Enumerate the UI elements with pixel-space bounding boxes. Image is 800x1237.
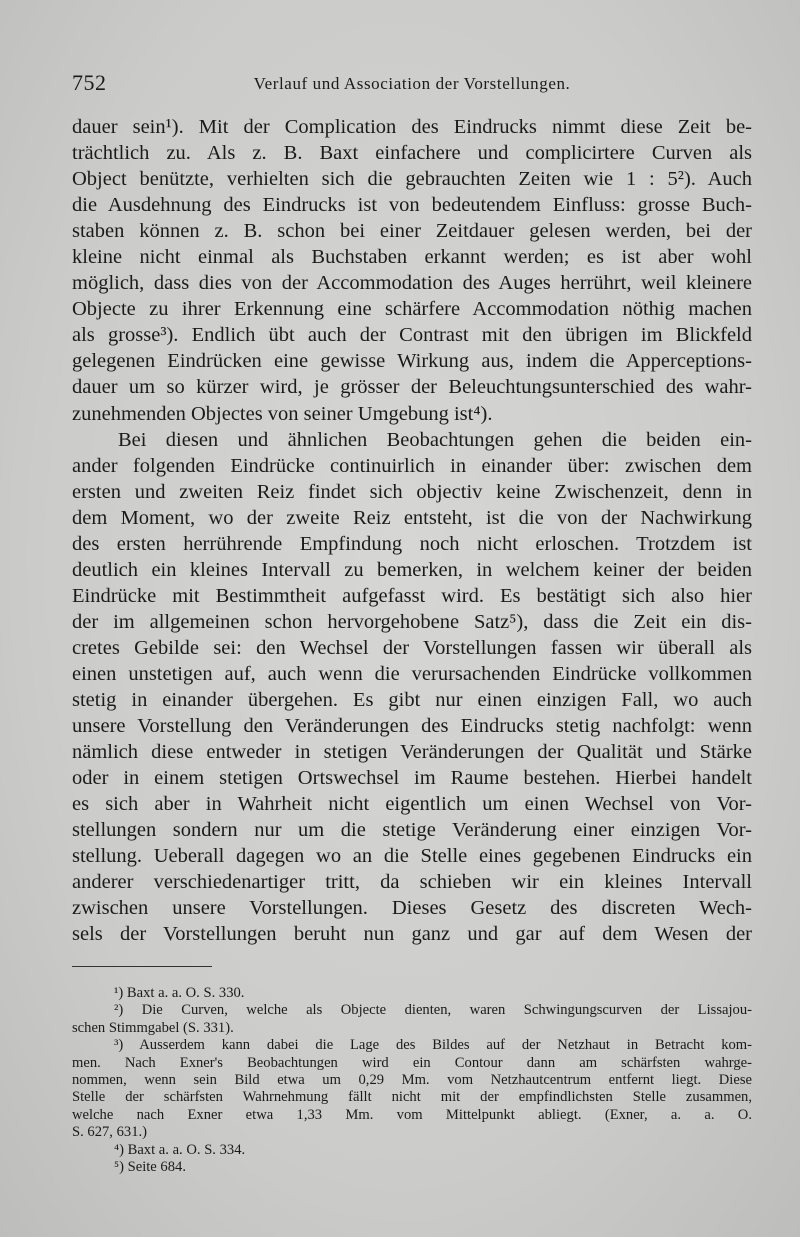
text-line: der im allgemeinen schon hervorgehobene Satz⁵), dass die Zeit ein dis-: [72, 610, 752, 633]
text-line: sels der Vorstellungen beruht nun ganz und gar auf dem Wesen der: [72, 923, 752, 946]
text-line: des ersten herrührende Empfindung noch nicht erloschen. Trotzdem ist: [72, 532, 752, 555]
footnote-line: schen Stimmgabel (S. 331).: [72, 1019, 234, 1036]
footnote-line: ³) Ausserdem kann dabei die Lage des Bildes auf der Netzhaut in Betracht kom-: [114, 1037, 752, 1054]
footnotes: [72, 985, 752, 1176]
text-line: kleine nicht einmal als Buchstaben erkannt werden; es ist aber wohl: [72, 246, 752, 269]
text-line: zwischen unsere Vorstellungen. Dieses Gesetz des discreten Wech-: [72, 897, 752, 920]
text-line: dauer um so kürzer wird, je grösser der Beleuchtungsunterschied des wahr-: [72, 376, 752, 399]
text-line: Object benützte, verhielten sich die gebrauchten Zeiten wie 1 : 5²). Auch: [72, 168, 752, 191]
footnote-line: Stelle der schärfsten Wahrnehmung fällt nicht mit der empfindlichsten Stelle zusammen,: [72, 1089, 752, 1106]
text-line: Bei diesen und ähnlichen Beobachtungen gehen die beiden ein-: [118, 428, 752, 451]
text-line: unsere Vorstellung den Veränderungen des Eindrucks stetig nachfolgt: wenn: [72, 715, 752, 738]
text-line: die Ausdehnung des Eindrucks ist von bedeutendem Einfluss: grosse Buch-: [72, 194, 752, 217]
text-line: deutlich ein kleines Intervall zu bemerken, in welchem keiner der beiden: [72, 558, 752, 581]
footnote-line: ⁴) Baxt a. a. O. S. 334.: [114, 1141, 246, 1158]
text-line: staben können z. B. schon bei einer Zeitdauer gelesen werden, bei der: [72, 220, 752, 243]
text-line: stellung. Ueberall dagegen wo an die Stelle eines gegebenen Eindrucks ein: [72, 845, 752, 868]
text-line: einen unstetigen auf, auch wenn die verursachenden Eindrücke vollkommen: [72, 662, 752, 685]
text-line: dauer sein¹). Mit der Complication des Eindrucks nimmt diese Zeit be-: [72, 116, 752, 138]
footnote-line: ⁵) Seite 684.: [114, 1158, 186, 1175]
footnote-line: nommen, wenn sein Bild etwa um 0,29 Mm. vom Netzhautcentrum entfernt liegt. Diese: [72, 1071, 752, 1088]
text-line: cretes Gebilde sei: den Wechsel der Vorstellungen fassen wir überall als: [72, 636, 752, 659]
text-line: es sich aber in Wahrheit nicht eigentlich um einen Wechsel von Vor-: [72, 793, 752, 816]
text-line: stellungen sondern nur um die stetige Veränderung einer einzigen Vor-: [72, 819, 752, 842]
text-line: nämlich diese entweder in stetigen Veränderungen der Qualität und Stärke: [72, 741, 752, 764]
text-line: anderer verschiedenartiger tritt, da schieben wir ein kleines Intervall: [72, 871, 752, 894]
body-text: [72, 114, 752, 948]
text-line: trächtlich zu. Als z. B. Baxt einfachere und complicirtere Curven als: [72, 142, 752, 165]
text-line: stetig in einander übergehen. Es gibt nur einen einzigen Fall, wo auch: [72, 689, 752, 712]
footnote-rule: [72, 966, 212, 967]
running-title: Verlauf und Association der Vorstellungen.: [253, 74, 571, 93]
footnote-line: ²) Die Curven, welche als Objecte dienten, waren Schwingungscurven der Lissajou-: [114, 1002, 752, 1019]
text-line: ersten und zweiten Reiz findet sich objectiv keine Zwischenzeit, denn in: [72, 480, 752, 503]
text-line: dem Moment, wo der zweite Reiz entsteht, ist die von der Nachwirkung: [72, 506, 752, 529]
page-header: [72, 70, 752, 100]
page-number: 752: [72, 70, 107, 95]
text-line: oder in einem stetigen Ortswechsel im Raume bestehen. Hierbei handelt: [72, 767, 752, 790]
footnote-line: men. Nach Exner's Beobachtungen wird ein Contour dann am schärfsten wahrge-: [72, 1054, 752, 1071]
text-line: möglich, dass dies von der Accommodation des Auges herrührt, weil kleinere: [72, 272, 752, 295]
text-line: Eindrücke mit Bestimmtheit aufgefasst wird. Es bestätigt sich also hier: [72, 584, 752, 607]
footnote-line: welche nach Exner etwa 1,33 Mm. vom Mittelpunkt abliegt. (Exner, a. a. O.: [72, 1106, 752, 1123]
text-line: ander folgenden Eindrücke continuirlich in einander über: zwischen dem: [72, 454, 752, 477]
footnote-line: S. 627, 631.): [72, 1124, 147, 1141]
text-line: zunehmenden Objectes von seiner Umgebung ist⁴).: [72, 402, 493, 425]
footnote-line: ¹) Baxt a. a. O. S. 330.: [114, 985, 245, 1001]
text-line: Objecte zu ihrer Erkennung eine schärfere Accommodation nöthig machen: [72, 298, 752, 321]
text-line: als grosse³). Endlich übt auch der Contrast mit den übrigen im Blickfeld: [72, 324, 752, 347]
text-line: gelegenen Eindrücken eine gewisse Wirkung aus, indem die Apperceptions-: [72, 350, 752, 373]
